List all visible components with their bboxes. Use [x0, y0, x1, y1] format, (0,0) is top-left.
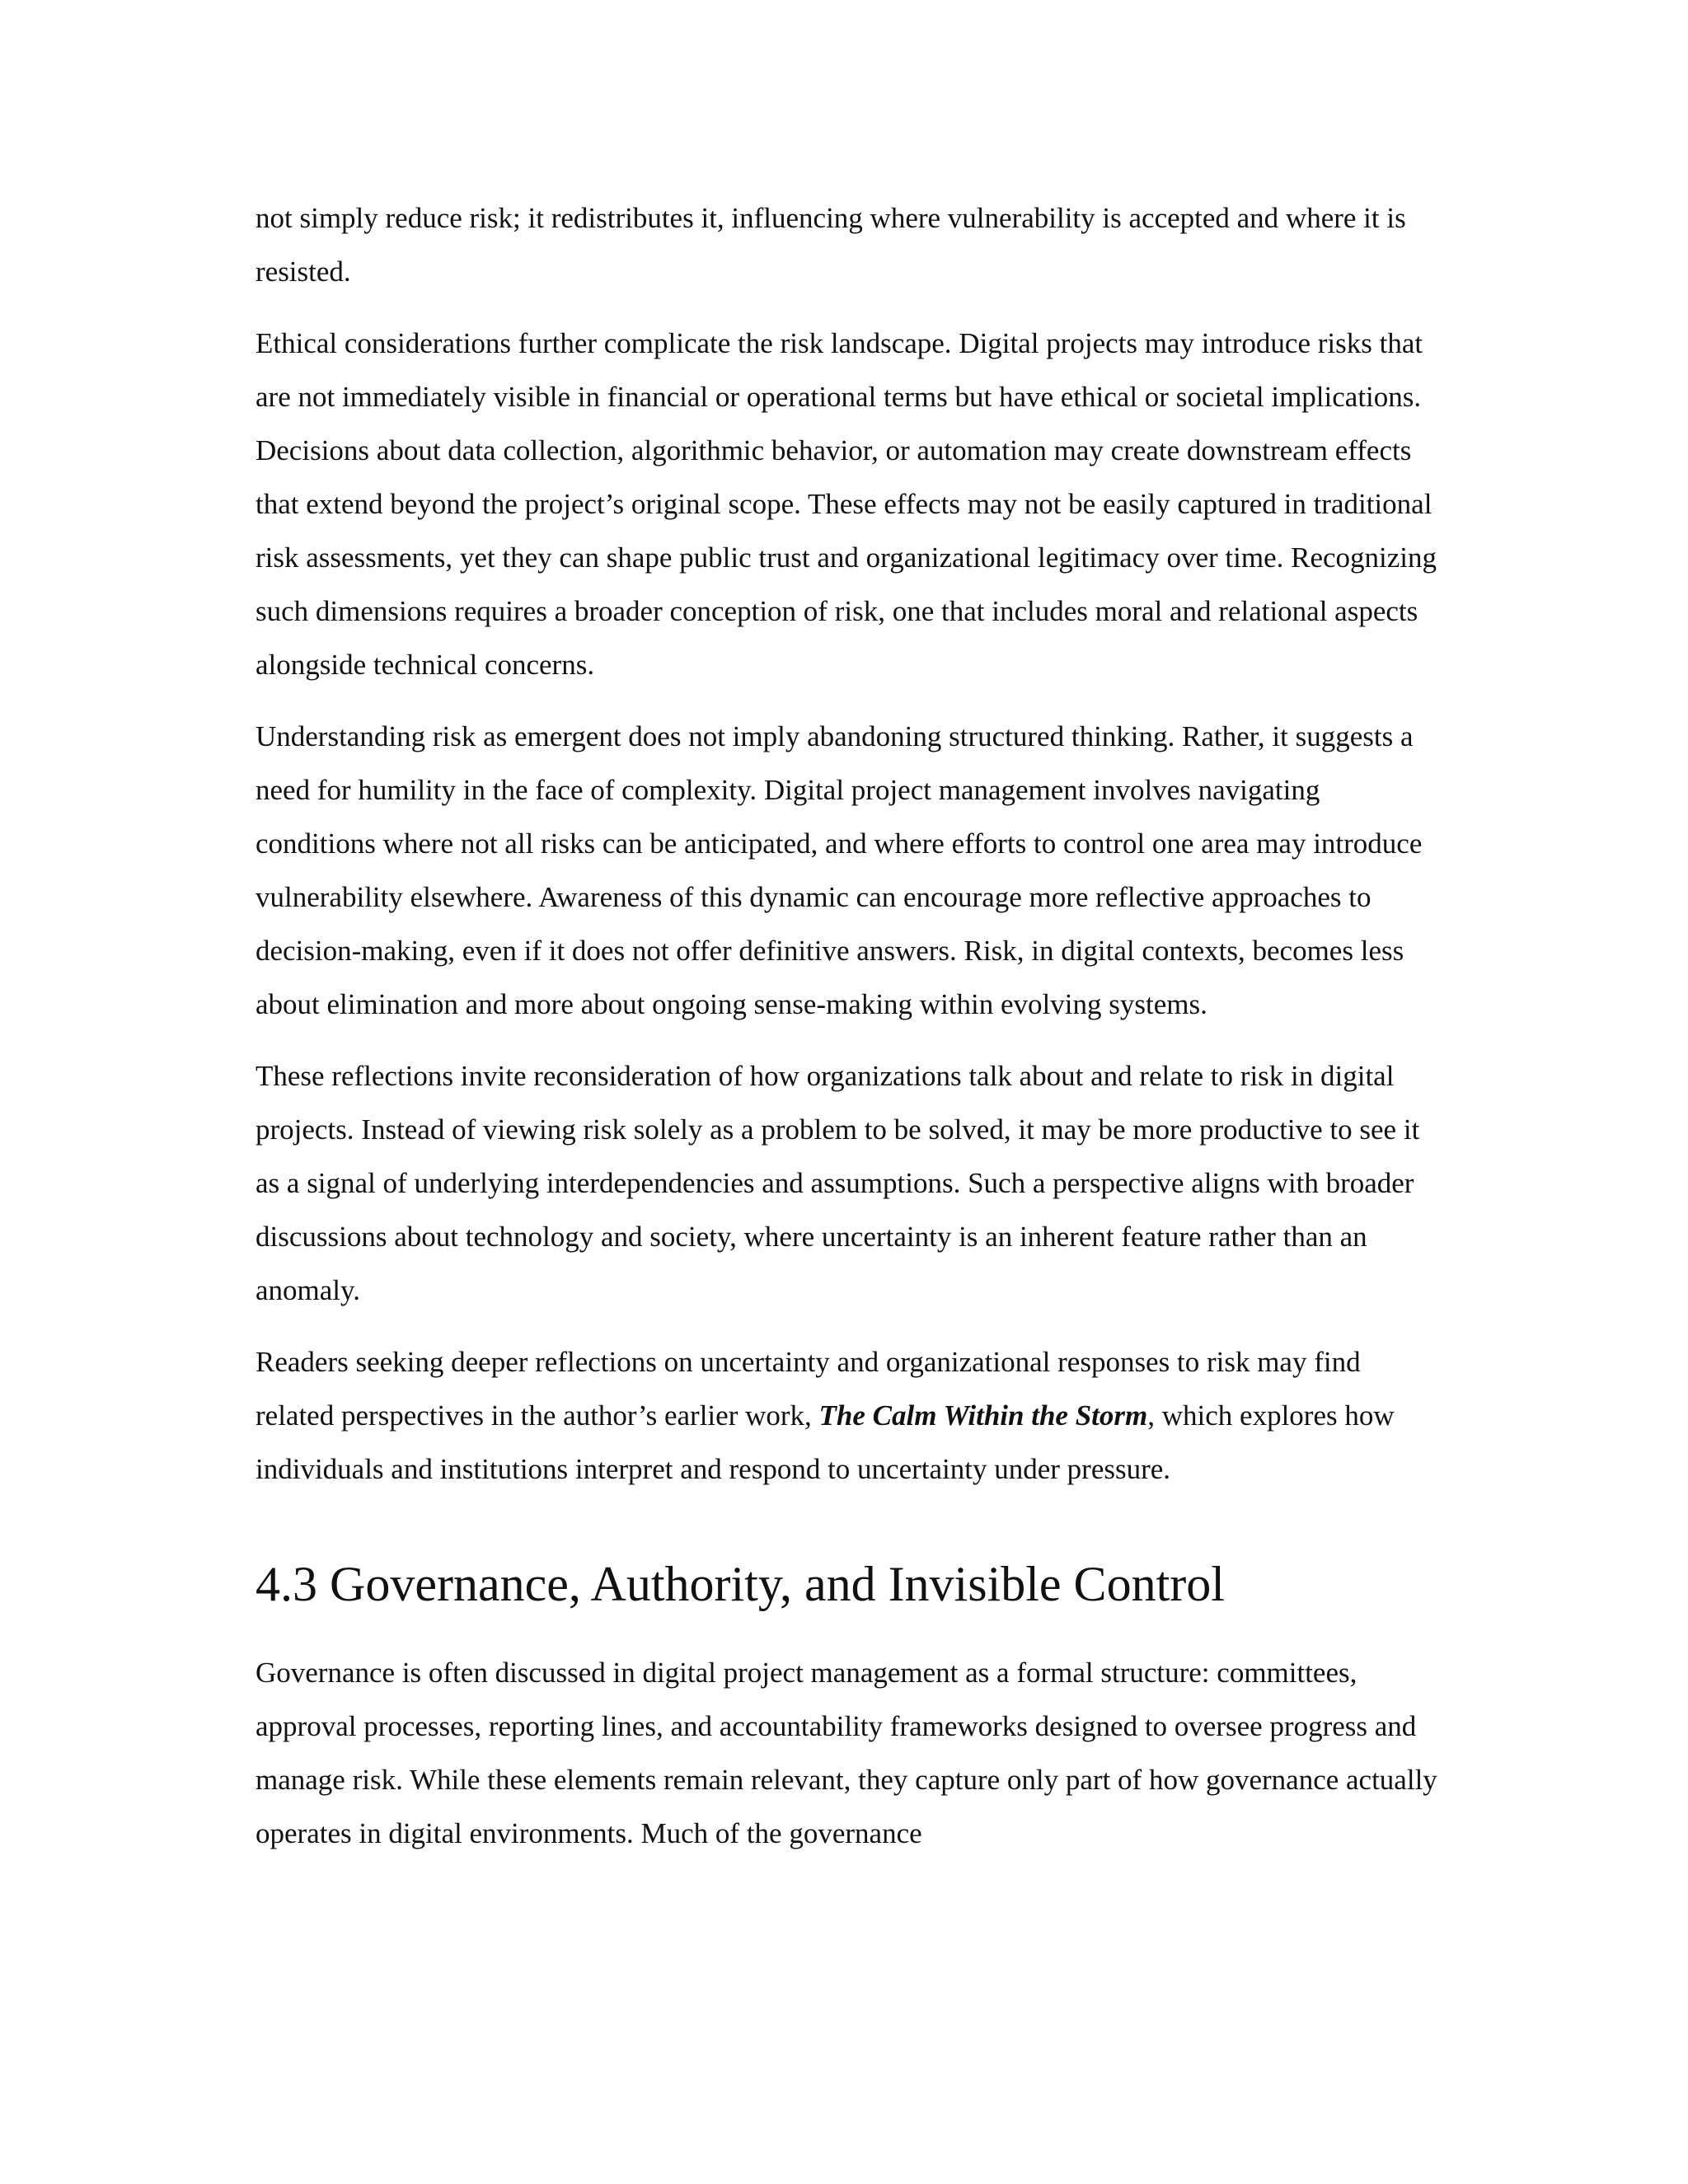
section-heading: 4.3 Governance, Authority, and Invisible Control	[256, 1557, 1225, 1611]
book-title: The Calm Within the Storm	[818, 1399, 1148, 1432]
body-paragraph-1: not simply reduce risk; it redistributes it, influencing where vulnerability is accepted and where it is resisted.	[256, 202, 1406, 288]
section-paragraph-1: Governance is often discussed in digital project management as a formal structure: committees, approval processes, reporting lines, and accountability frameworks designed to oversee progress and manage risk. While these elements remain relevant, they capture only part of how governance actually operates in digital environments. Much of the governance	[256, 1657, 1437, 1849]
reference-text-before: Readers seeking deeper reflections on uncertainty and organizational responses to risk may find related perspectives in the author’s earlier work,	[256, 1346, 1361, 1432]
reference-text-after: , which explores how individuals and institutions interpret and respond to uncertainty under pressure.	[256, 1399, 1395, 1485]
body-paragraph-2: Ethical considerations further complicate the risk landscape. Digital projects may introduce risks that are not immediately visible in financial or operational terms but have ethical or societal implications. Decisions about data collection, algorithmic behavior, or automation may create downstream effects that extend beyond the project’s original scope. These effects may not be easily captured in traditional risk assessments, yet they can shape public trust and organizational legitimacy over time. Recognizing such dimensions requires a broader conception of risk, one that includes moral and relational aspects alongside technical concerns.	[256, 327, 1437, 681]
reference-paragraph	[256, 1335, 1442, 1496]
document-page	[256, 191, 1442, 1878]
body-paragraph-3: Understanding risk as emergent does not imply abandoning structured thinking. Rather, it suggests a need for humility in the face of complexity. Digital project management involves navigating conditions where not all risks can be anticipated, and where efforts to control one area may introduce vulnerability elsewhere. Awareness of this dynamic can encourage more reflective approaches to decision-making, even if it does not offer definitive answers. Risk, in digital contexts, becomes less about elimination and more about ongoing sense-making within evolving systems.	[256, 720, 1423, 1020]
body-paragraph-4: These reflections invite reconsideration of how organizations talk about and relate to risk in digital projects. Instead of viewing risk solely as a problem to be solved, it may be more productive to see it as a signal of underlying interdependencies and assumptions. Such a perspective aligns with broader discussions about technology and society, where uncertainty is an inherent feature rather than an anomaly.	[256, 1060, 1420, 1306]
